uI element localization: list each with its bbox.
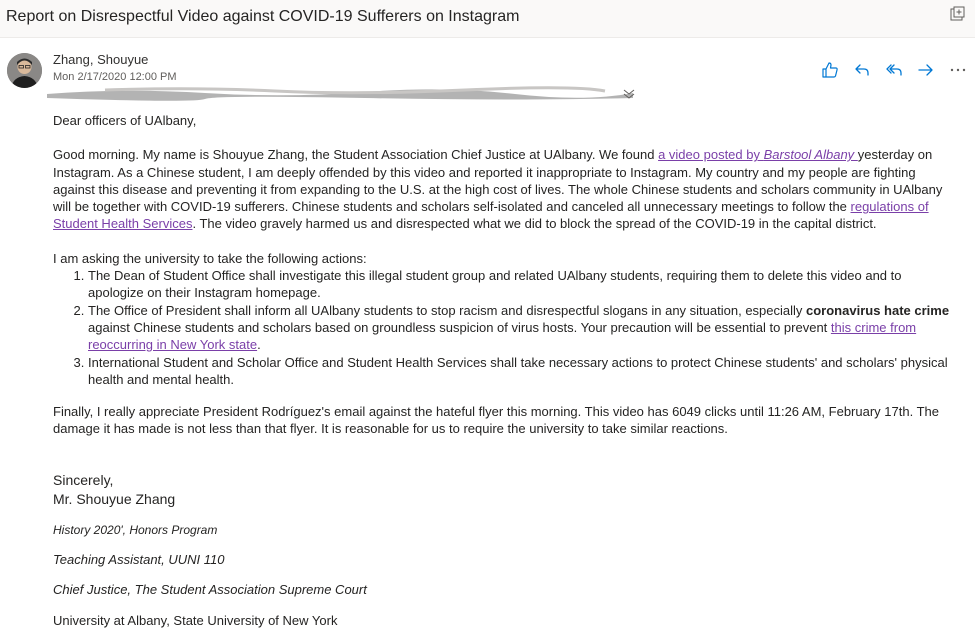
reply-icon[interactable]: [853, 61, 871, 79]
message-actions: [821, 60, 967, 80]
more-icon[interactable]: [949, 61, 967, 79]
video-link-text: a video posted by: [658, 147, 764, 163]
signature-name: Mr. Shouyue Zhang: [53, 491, 176, 507]
list-item: [88, 302, 958, 354]
like-icon[interactable]: [821, 61, 839, 79]
p1-text-3: . The video gravely harmed us and disrespected what we did to block the spread of the COVID-19 in the capital district.: [192, 216, 877, 232]
redacted-recipients: [45, 86, 635, 102]
list-item: 1. The Dean of Student Office shall investigate this illegal student group and related UAlbany students, requiring them to delete this video and to apologize on their Instagram homepage.: [88, 267, 958, 302]
paragraph-intro: [53, 146, 958, 232]
action2-text-3: .: [257, 337, 261, 353]
signature-role-ta: Teaching Assistant, UUNI 110: [53, 552, 225, 567]
health-regulations-link[interactable]: regulations of Student Health Services: [53, 199, 929, 232]
avatar[interactable]: [7, 53, 42, 88]
signature-sincerely: Sincerely,: [53, 472, 114, 488]
title-bar: [0, 0, 975, 38]
email-subject: Report on Disrespectful Video against COVID-19 Sufferers on Instagram: [6, 8, 520, 25]
actions-list: [88, 267, 958, 388]
list-item: 3. International Student and Scholar Office and Student Health Services shall take necessary actions to protect Chinese students' and scholars' physical health and mental health.: [88, 354, 958, 389]
action2-text-1: The Office of President shall inform all UAlbany students to stop racism and disrespectful slogans in any situation, especially: [88, 302, 807, 318]
video-link[interactable]: [658, 147, 858, 162]
signature-university: University at Albany, State University of New York: [53, 613, 338, 628]
sent-date: Mon 2/17/2020 12:00 PM: [53, 71, 177, 83]
actions-intro: I am asking the university to take the following actions:: [53, 250, 367, 266]
closing-paragraph: Finally, I really appreciate President Rodríguez's email against the hateful flyer this morning. This video has 6049 clicks until 11:26 AM, February 17th. The damage it has made is not less than that flyer. It is reasonable for us to require the university to take similar reactions.: [53, 404, 939, 437]
chevron-down-icon[interactable]: [622, 87, 636, 99]
action2-bold: coronavirus hate crime: [806, 302, 950, 318]
p1-text-2: yesterday on Instagram. As a Chinese student, I am deeply offended by this video and reported it inappropriate to Instagram. My country and my people are fighting against this disease and preventing it from expanding to the U.S. at the high cost of lives. The whole Chinese students and scholars community in UAlbany will be together with COVID-19 sufferers. Chinese students and scholars self-isolated and canceled all unnecessary meetings to follow the: [53, 147, 943, 215]
popout-icon[interactable]: [949, 6, 965, 22]
forward-icon[interactable]: [917, 61, 935, 79]
video-link-account: Barstool Albany: [763, 147, 858, 163]
email-body: [53, 112, 958, 438]
action2-text-2: against Chinese students and scholars based on groundless suspicion of virus hosts. Your precaution will be essential to prevent: [88, 319, 831, 335]
signature-role-justice: Chief Justice, The Student Association Supreme Court: [53, 582, 367, 597]
signature-program: History 2020', Honors Program: [53, 523, 218, 537]
sender-name[interactable]: Zhang, Shouyue: [53, 52, 149, 67]
crime-prevention-link[interactable]: this crime from reoccurring in New York state: [88, 319, 917, 353]
reply-all-icon[interactable]: [885, 61, 903, 79]
greeting: Dear officers of UAlbany,: [53, 113, 197, 128]
p1-text-1: Good morning. My name is Shouyue Zhang, the Student Association Chief Justice at UAlbany. We found: [53, 147, 659, 163]
